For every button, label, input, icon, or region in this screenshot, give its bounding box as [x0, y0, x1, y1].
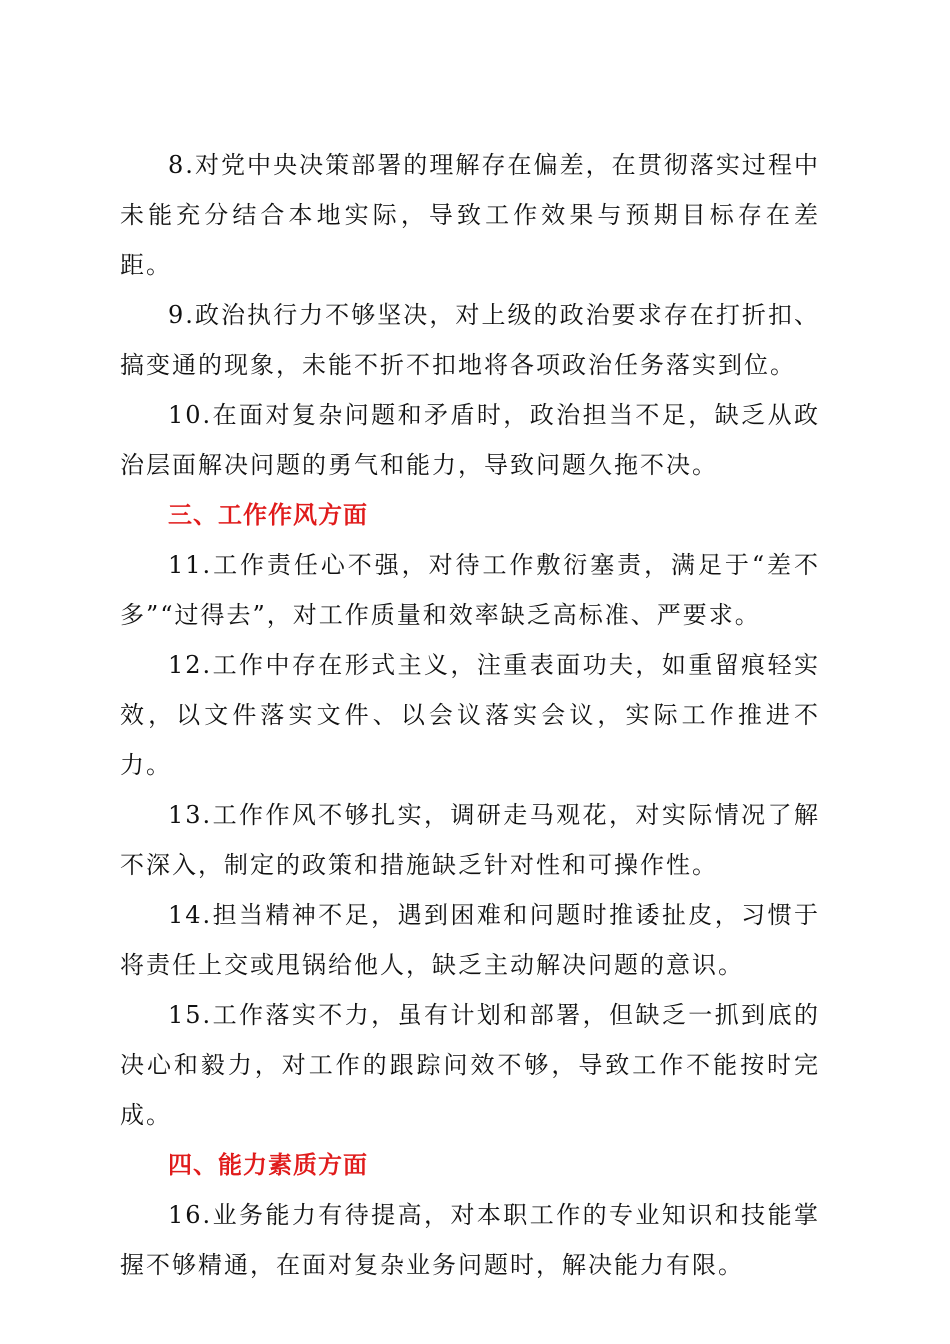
section-heading-ability-quality: 四、能力素质方面	[168, 1151, 368, 1179]
document-page	[120, 140, 820, 1290]
item-9-paragraph: 9.政治执行力不够坚决，对上级的政治要求存在打折扣、搞变通的现象，未能不折不扣地将各项政治任务落实到位。	[120, 301, 820, 379]
item-14-paragraph: 14.担当精神不足，遇到困难和问题时推诿扯皮，习惯于将责任上交或甩锅给他人，缺乏主动解决问题的意识。	[120, 901, 820, 979]
item-11-paragraph: 11.工作责任心不强，对待工作敷衍塞责，满足于“差不多”“过得去”，对工作质量和效率缺乏高标准、严要求。	[120, 551, 820, 629]
item-15-paragraph: 15.工作落实不力，虽有计划和部署，但缺乏一抓到底的决心和毅力，对工作的跟踪问效不够，导致工作不能按时完成。	[120, 1001, 820, 1129]
item-12-paragraph: 12.工作中存在形式主义，注重表面功夫，如重留痕轻实效，以文件落实文件、以会议落实会议，实际工作推进不力。	[120, 651, 820, 779]
item-13-paragraph: 13.工作作风不够扎实，调研走马观花，对实际情况了解不深入，制定的政策和措施缺乏针对性和可操作性。	[120, 801, 820, 879]
item-8-paragraph: 8.对党中央决策部署的理解存在偏差，在贯彻落实过程中未能充分结合本地实际，导致工作效果与预期目标存在差距。	[120, 151, 820, 279]
item-16-paragraph: 16.业务能力有待提高，对本职工作的专业知识和技能掌握不够精通，在面对复杂业务问题时，解决能力有限。	[120, 1201, 820, 1279]
item-10-paragraph: 10.在面对复杂问题和矛盾时，政治担当不足，缺乏从政治层面解决问题的勇气和能力，导致问题久拖不决。	[120, 401, 820, 479]
section-heading-work-style: 三、工作作风方面	[168, 501, 368, 529]
